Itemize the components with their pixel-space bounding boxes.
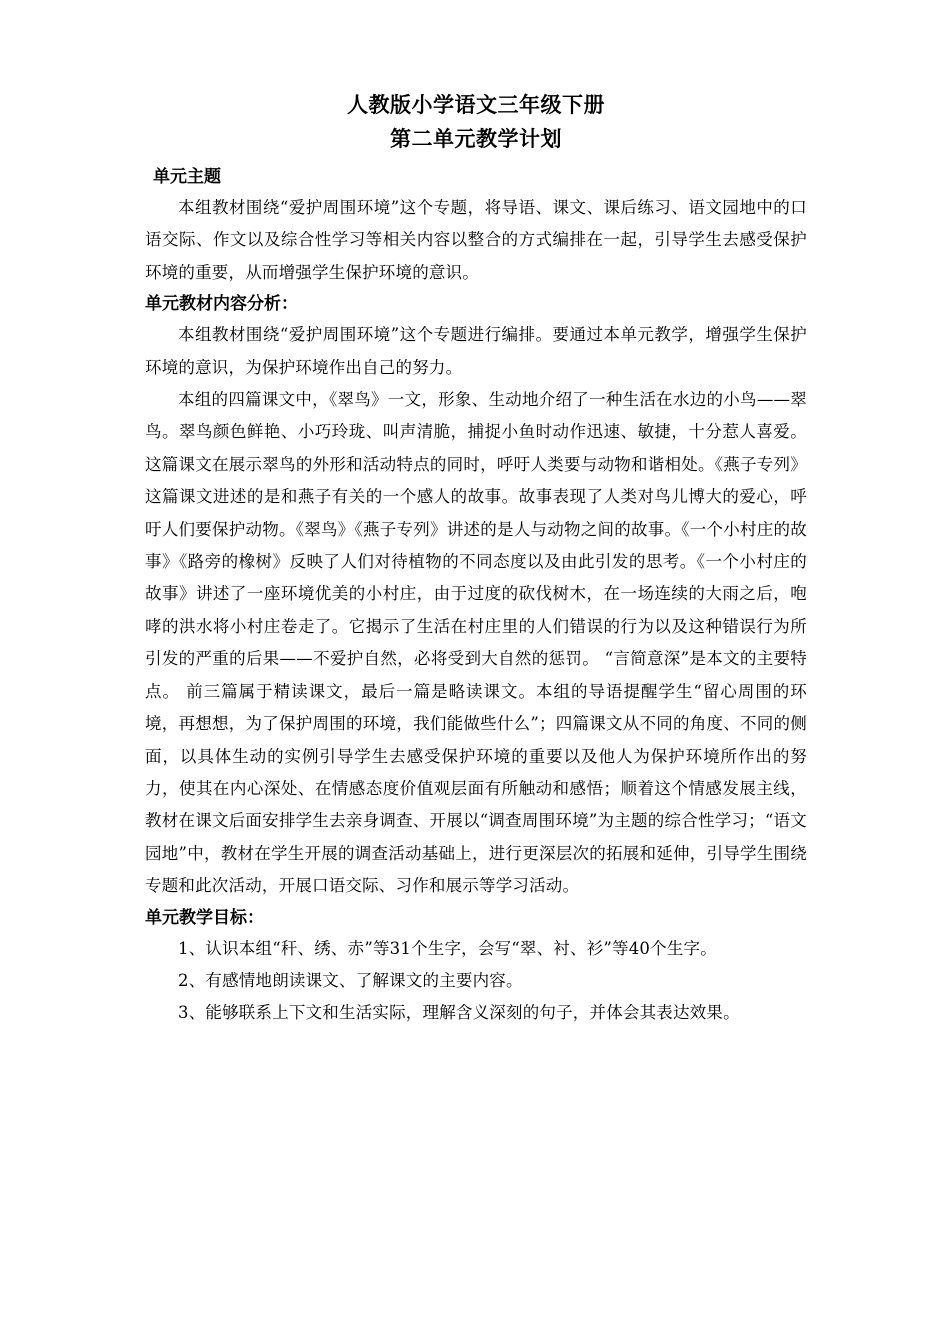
goals-heading: 单元教学目标： [145,907,264,928]
analysis-paragraph: 本组教材围绕“爱护周围环境”这个专题进行编排。要通过本单元教学，增强学生保护环境的意识，为保护环境作出自己的努力。 [145,325,807,377]
document-subtitle: 第二单元教学计划 [390,127,562,151]
document-title: 人教版小学语文三年级下册 [347,93,605,117]
goal-item: 2、有感情地朗读课文、了解课文的主要内容。 [178,970,523,990]
analysis-heading: 单元教材内容分析： [145,294,298,315]
goal-item: 3、能够联系上下文和生活实际，理解含义深刻的句子，并体会其表达效果。 [178,1003,740,1023]
goal-item: 1、认识本组“秆、绣、赤”等31个生字，会写“翠、衬、衫”等40个生字。 [178,938,717,958]
theme-heading: 单元主题 [153,167,221,187]
analysis-paragraph: 本组的四篇课文中，《翠鸟》一文，形象、生动地介绍了一种生活在水边的小鸟——翠鸟。翠鸟颜色鲜艳、小巧玲珑、叫声清脆，捕捉小鱼时动作迅速、敏捷，十分惹人喜爱。这篇课文在展示翠鸟的外形和活动特点的同时，呼吁人类要与动物和谐相处。《燕子专列》这篇课文进述的是和燕子有关的一个感人的故事。故事表现了人类对鸟儿博大的爱心，呼吁人们要保护动物。《翠鸟》《燕子专列》讲述的是人与动物之间的故事。《一个小村庄的故事》《路旁的橡树》反映了人们对待植物的不同态度以及由此引发的思考。《一个小村庄的故事》讲述了一座环境优美的小村庄，由于过度的砍伐树木，在一场连续的大雨之后，咆哮的洪水将小村庄卷走了。它揭示了生活在村庄里的人们错误的行为以及这种错误行为所引发的严重的后果——不爱护自然，必将受到大自然的惩罚。 “言简意深”是本文的主要特点。 前三篇属于精读课文，最后一篇是略读课文。本组的导语提醒学生“留心周围的环境，再想想，为了保护周围的环境，我们能做些什么”；四篇课文从不同的角度、不同的侧面，以具体生动的实例引导学生去感受保护环境的重要以及他人为保护环境所作出的努力，使其在内心深处、在情感态度价值观层面有所触动和感悟；顺着这个情感发展主线，教材在课文后面安排学生去亲身调查、开展以“调查周围环境”为主题的综合性学习；“语文园地”中，教材在学生开展的调查活动基础上，进行更深层次的拓展和延伸，引导学生围绕专题和此次活动，开展口语交际、习作和展示等学习活动。 [145,390,807,896]
theme-paragraph: 本组教材围绕“爱护周围环境”这个专题，将导语、课文、课后练习、语文园地中的口语交际、作文以及综合性学习等相关内容以整合的方式编排在一起，引导学生去感受保护环境的重要，从而增强学生保护环境的意识。 [145,198,807,282]
document-page [145,88,807,1030]
